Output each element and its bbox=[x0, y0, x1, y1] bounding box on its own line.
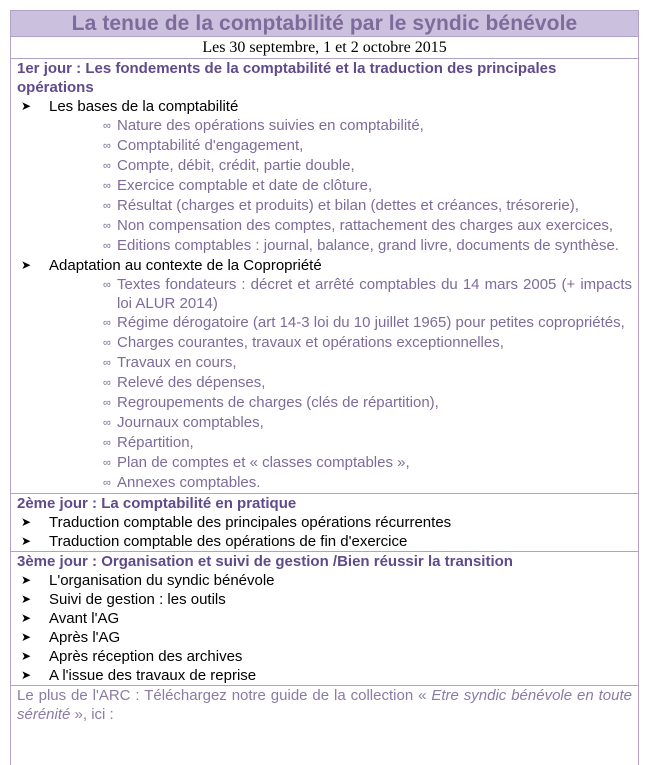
sub-item bbox=[17, 373, 632, 393]
sub-item-text: Compte, débit, crédit, partie double, bbox=[117, 157, 355, 174]
sub-item bbox=[17, 333, 632, 353]
bullet-item bbox=[17, 590, 632, 609]
day3-items bbox=[17, 571, 632, 685]
arrowhead-icon: ➤ bbox=[21, 592, 32, 606]
sub-item-text: Editions comptables : journal, balance, grand livre, documents de synthèse. bbox=[117, 237, 619, 254]
sub-item-text: Charges courantes, travaux et opérations exceptionnelles, bbox=[117, 334, 504, 351]
footer-note bbox=[11, 686, 638, 724]
infinity-icon: ∞ bbox=[103, 397, 111, 409]
bullet-item bbox=[17, 256, 632, 275]
bullet-item bbox=[17, 97, 632, 116]
sub-item-text: Relevé des dépenses, bbox=[117, 374, 266, 391]
day2-heading: 2ème jour : La comptabilité en pratique bbox=[17, 495, 297, 512]
day1-groups bbox=[17, 97, 632, 493]
sub-item bbox=[17, 196, 632, 216]
sub-item bbox=[17, 216, 632, 236]
sub-item bbox=[17, 433, 632, 453]
infinity-icon: ∞ bbox=[103, 240, 111, 252]
infinity-icon: ∞ bbox=[103, 140, 111, 152]
infinity-icon: ∞ bbox=[103, 180, 111, 192]
infinity-icon: ∞ bbox=[103, 457, 111, 469]
infinity-icon: ∞ bbox=[103, 357, 111, 369]
bullet-label: Les bases de la comptabilité bbox=[49, 98, 239, 115]
bullet-label: Suivi de gestion : les outils bbox=[49, 591, 226, 608]
day1-heading: 1er jour : Les fondements de la comptabilité et la traduction des principales opérations bbox=[17, 60, 557, 96]
sub-item bbox=[17, 413, 632, 433]
bullet-label: Traduction comptable des opérations de fin d'exercice bbox=[49, 533, 408, 550]
bullet-item bbox=[17, 571, 632, 590]
guide-title: Etre syndic bénévole en toute sérénité bbox=[17, 687, 632, 723]
date-row bbox=[11, 37, 638, 59]
day2-section bbox=[11, 494, 638, 552]
sub-item bbox=[17, 116, 632, 136]
sub-item-text: Régime dérogatoire (art 14-3 loi du 10 juillet 1965) pour petites copropriétés, bbox=[117, 314, 625, 331]
bullet-label: Après l'AG bbox=[49, 629, 121, 646]
sub-item bbox=[17, 393, 632, 413]
sub-item-text: Textes fondateurs : décret et arrêté comptables du 14 mars 2005 (+ impacts loi ALUR 2014) bbox=[117, 276, 632, 312]
arrowhead-icon: ➤ bbox=[21, 534, 32, 548]
sub-item bbox=[17, 176, 632, 196]
infinity-icon: ∞ bbox=[103, 200, 111, 212]
infinity-icon: ∞ bbox=[103, 120, 111, 132]
infinity-icon: ∞ bbox=[103, 220, 111, 232]
sub-item bbox=[17, 313, 632, 333]
bullet-item bbox=[17, 609, 632, 628]
day3-heading: 3ème jour : Organisation et suivi de gestion /Bien réussir la transition bbox=[17, 553, 513, 570]
sub-item-text: Regroupements de charges (clés de répartition), bbox=[117, 394, 439, 411]
infinity-icon: ∞ bbox=[103, 160, 111, 172]
day3-section bbox=[11, 552, 638, 686]
document-table bbox=[10, 10, 639, 765]
session-dates: Les 30 septembre, 1 et 2 octobre 2015 bbox=[202, 38, 447, 56]
bullet-label: Adaptation au contexte de la Copropriété bbox=[49, 257, 322, 274]
sub-item-text: Résultat (charges et produits) et bilan (dettes et créances, trésorerie), bbox=[117, 197, 579, 214]
day2-items bbox=[17, 513, 632, 551]
sub-item-text: Travaux en cours, bbox=[117, 354, 237, 371]
bullet-label: Avant l'AG bbox=[49, 610, 120, 627]
infinity-icon: ∞ bbox=[103, 437, 111, 449]
sub-item-text: Comptabilité d'engagement, bbox=[117, 137, 304, 154]
sub-item bbox=[17, 353, 632, 373]
title-row bbox=[11, 11, 638, 37]
bullet-label: Après réception des archives bbox=[49, 648, 243, 665]
sub-item bbox=[17, 275, 632, 313]
infinity-icon: ∞ bbox=[103, 337, 111, 349]
sub-item-text: Nature des opérations suivies en comptabilité, bbox=[117, 117, 424, 134]
sub-item bbox=[17, 236, 632, 256]
arrowhead-icon: ➤ bbox=[21, 573, 32, 587]
arrowhead-icon: ➤ bbox=[21, 630, 32, 644]
sub-item-text: Journaux comptables, bbox=[117, 414, 264, 431]
bullet-item bbox=[17, 513, 632, 532]
arrowhead-icon: ➤ bbox=[21, 99, 32, 113]
sub-item-text: Exercice comptable et date de clôture, bbox=[117, 177, 373, 194]
day1-section bbox=[11, 59, 638, 494]
bullet-item bbox=[17, 532, 632, 551]
bullet-item bbox=[17, 647, 632, 666]
bullet-item bbox=[17, 628, 632, 647]
bullet-label: Traduction comptable des principales opérations récurrentes bbox=[49, 514, 452, 531]
infinity-icon: ∞ bbox=[103, 317, 111, 329]
arrowhead-icon: ➤ bbox=[21, 515, 32, 529]
sub-item bbox=[17, 156, 632, 176]
infinity-icon: ∞ bbox=[103, 417, 111, 429]
bullet-label: A l'issue des travaux de reprise bbox=[49, 667, 257, 684]
arrowhead-icon: ➤ bbox=[21, 649, 32, 663]
sub-item-text: Plan de comptes et « classes comptables », bbox=[117, 454, 410, 471]
arrowhead-icon: ➤ bbox=[21, 258, 32, 272]
sub-item-text: Non compensation des comptes, rattachement des charges aux exercices, bbox=[117, 217, 614, 234]
infinity-icon: ∞ bbox=[103, 477, 111, 489]
sub-item-text: Annexes comptables. bbox=[117, 474, 261, 491]
footer-suffix: », ici : bbox=[70, 706, 114, 723]
bullet-item bbox=[17, 666, 632, 685]
arrowhead-icon: ➤ bbox=[21, 611, 32, 625]
infinity-icon: ∞ bbox=[103, 377, 111, 389]
sub-item bbox=[17, 453, 632, 473]
sub-item-text: Répartition, bbox=[117, 434, 194, 451]
infinity-icon: ∞ bbox=[103, 279, 111, 291]
page-title: La tenue de la comptabilité par le syndic bénévole bbox=[71, 11, 578, 35]
sub-item bbox=[17, 136, 632, 156]
arrowhead-icon: ➤ bbox=[21, 668, 32, 682]
bullet-label: L'organisation du syndic bénévole bbox=[49, 572, 275, 589]
footer-prefix: Le plus de l'ARC : Téléchargez notre guide de la collection « bbox=[17, 687, 432, 704]
sub-item bbox=[17, 473, 632, 493]
